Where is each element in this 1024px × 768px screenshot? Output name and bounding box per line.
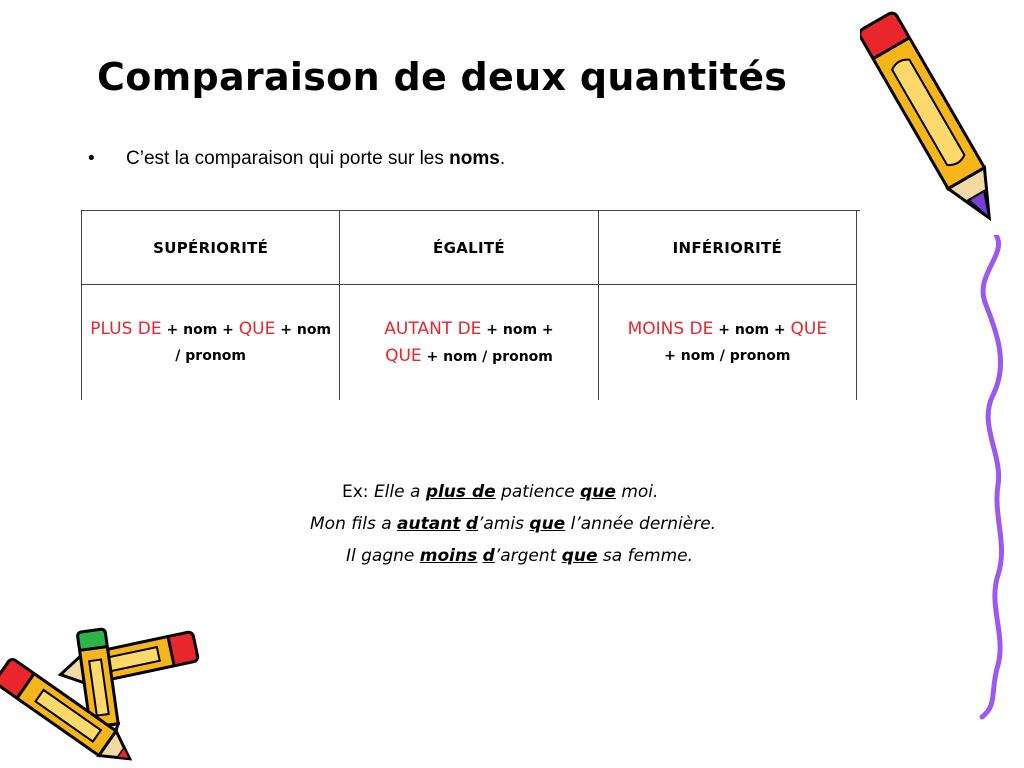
- keyword-plus-de: PLUS DE: [90, 319, 162, 340]
- keyword-que: QUE: [385, 345, 422, 366]
- keyword-que: QUE: [238, 319, 276, 340]
- cell-text: + nom +: [161, 322, 239, 339]
- slide-title: Comparaison de deux quantités: [97, 55, 788, 99]
- example-keyword: que: [529, 514, 566, 534]
- cell-inferiorite: [598, 285, 856, 400]
- pencil-top-right-icon: [860, 0, 1010, 245]
- keyword-que: QUE: [790, 319, 828, 340]
- example-text: sa femme.: [597, 546, 694, 566]
- table-header-row: [82, 211, 857, 285]
- example-text: Il gagne: [346, 546, 420, 566]
- example-line-3: [346, 540, 693, 572]
- example-text: ’argent: [494, 546, 562, 566]
- comparison-table: [81, 210, 857, 400]
- cell-text: + nom +: [481, 321, 554, 338]
- cell-text: + nom +: [713, 322, 791, 339]
- example-text: Elle a: [373, 482, 426, 502]
- header-superiorite: SUPÉRIORITÉ: [82, 211, 340, 285]
- example-line-2: [310, 508, 716, 540]
- example-text: ’amis: [478, 514, 530, 534]
- cell-text: + nom / pronom: [421, 348, 553, 365]
- example-keyword: autant: [397, 514, 461, 534]
- keyword-autant-de: AUTANT DE: [384, 318, 482, 339]
- bullet-marker: •: [88, 148, 95, 169]
- header-egalite: ÉGALITÉ: [340, 211, 598, 285]
- example-text: Mon fils a: [310, 514, 398, 534]
- cell-superiorite: [82, 285, 340, 400]
- example-prefix: Ex:: [342, 482, 374, 502]
- example-keyword: d: [465, 514, 479, 534]
- pencils-bottom-left-icon: [0, 615, 205, 765]
- wavy-line-decoration: [968, 235, 1018, 720]
- bullet-text: C’est la comparaison qui porte sur les: [126, 148, 450, 169]
- table-row: [82, 285, 857, 400]
- example-line-1: [342, 476, 658, 508]
- example-keyword: que: [561, 546, 598, 566]
- bullet-bold-word: noms: [449, 148, 500, 169]
- cell-text: + nom / pronom: [175, 322, 332, 365]
- bullet-text-end: .: [499, 148, 506, 169]
- example-text: patience: [495, 482, 581, 502]
- bullet-item: [88, 148, 505, 170]
- example-keyword: que: [580, 482, 616, 502]
- header-inferiorite: INFÉRIORITÉ: [598, 211, 856, 285]
- cell-egalite: [340, 285, 598, 400]
- example-keyword: moins: [419, 546, 478, 566]
- example-text: l’année dernière.: [565, 514, 717, 534]
- table-edge-line: [852, 210, 860, 211]
- example-keyword: d: [482, 546, 495, 566]
- cell-text: + nom / pronom: [664, 348, 791, 365]
- keyword-moins-de: MOINS DE: [627, 319, 714, 340]
- example-text: moi.: [615, 482, 659, 502]
- example-keyword: plus de: [425, 482, 496, 502]
